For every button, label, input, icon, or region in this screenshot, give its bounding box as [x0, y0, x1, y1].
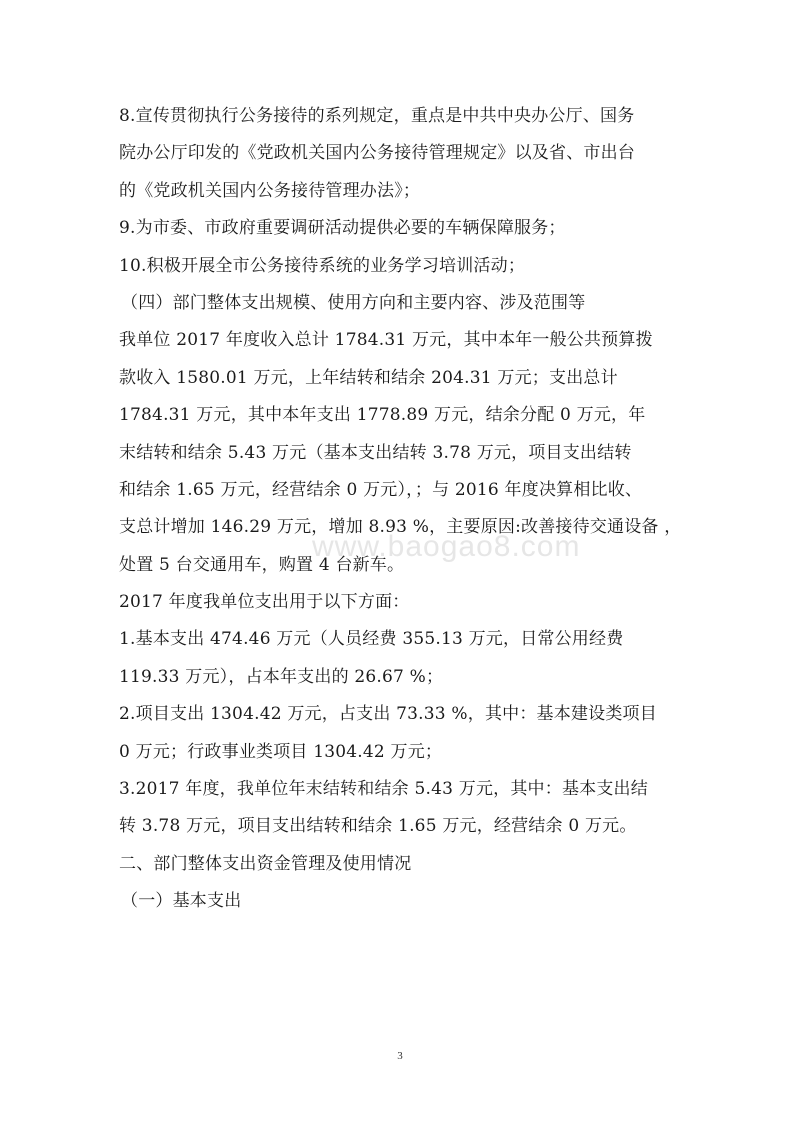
paragraph-line: 转 3.78 万元，项目支出结转和结余 1.65 万元，经营结余 0 万元。 — [119, 816, 637, 837]
paragraph-line: 0 万元；行政事业类项目 1304.42 万元； — [119, 741, 443, 762]
paragraph-line: 2.项目支出 1304.42 万元，占支出 73.33 %，其中：基本建设类项目 — [119, 704, 657, 725]
paragraph-line: 9.为市委、市政府重要调研活动提供必要的车辆保障服务； — [119, 218, 566, 239]
paragraph-line: 119.33 万元），占本年支出的 26.67 %； — [119, 666, 444, 687]
paragraph-line: 1784.31 万元，其中本年支出 1778.89 万元，结余分配 0 万元，年 — [119, 405, 646, 426]
paragraph-line: 院办公厅印发的《党政机关国内公务接待管理规定》以及省、市出台 — [119, 143, 635, 164]
paragraph-line: 的《党政机关国内公务接待管理办法》； — [119, 180, 421, 201]
watermark: www.baogao8.com — [312, 530, 581, 563]
paragraph-line: 处置 5 台交通用车，购置 4 台新车。 — [119, 554, 405, 575]
paragraph-line: 1.基本支出 474.46 万元（人员经费 355.13 万元，日常公用经费 — [119, 629, 624, 650]
paragraph-line: 2017 年度我单位支出用于以下方面： — [119, 592, 410, 613]
page-number: 3 — [397, 1050, 403, 1062]
section-heading: （一）基本支出 — [121, 891, 242, 912]
paragraph-line: 支总计增加 146.29 万元，增加 8.93 %，主要原因:改善接待交通设备 ， — [119, 517, 682, 538]
paragraph-line: 和结余 1.65 万元，经营结余 0 万元），；与 2016 年度决算相比收、 — [119, 479, 643, 500]
paragraph-line: 10.积极开展全市公务接待系统的业务学习培训活动； — [119, 255, 526, 276]
section-heading: （四）部门整体支出规模、使用方向和主要内容、涉及范围等 — [121, 292, 586, 313]
section-heading: 二、部门整体支出资金管理及使用情况 — [119, 853, 412, 874]
paragraph-line: 款收入 1580.01 万元，上年结转和结余 204.31 万元；支出总计 — [119, 367, 618, 388]
paragraph-line: 我单位 2017 年度收入总计 1784.31 万元，其中本年一般公共预算拨 — [119, 330, 653, 351]
document-body — [119, 98, 689, 921]
paragraph-line: 3.2017 年度，我单位年末结转和结余 5.43 万元，其中：基本支出结 — [119, 779, 648, 800]
paragraph-line: 8.宣传贯彻执行公务接待的系列规定，重点是中共中央办公厅、国务 — [119, 106, 635, 126]
paragraph-line: 末结转和结余 5.43 万元（基本支出结转 3.78 万元，项目支出结转 — [119, 442, 632, 463]
